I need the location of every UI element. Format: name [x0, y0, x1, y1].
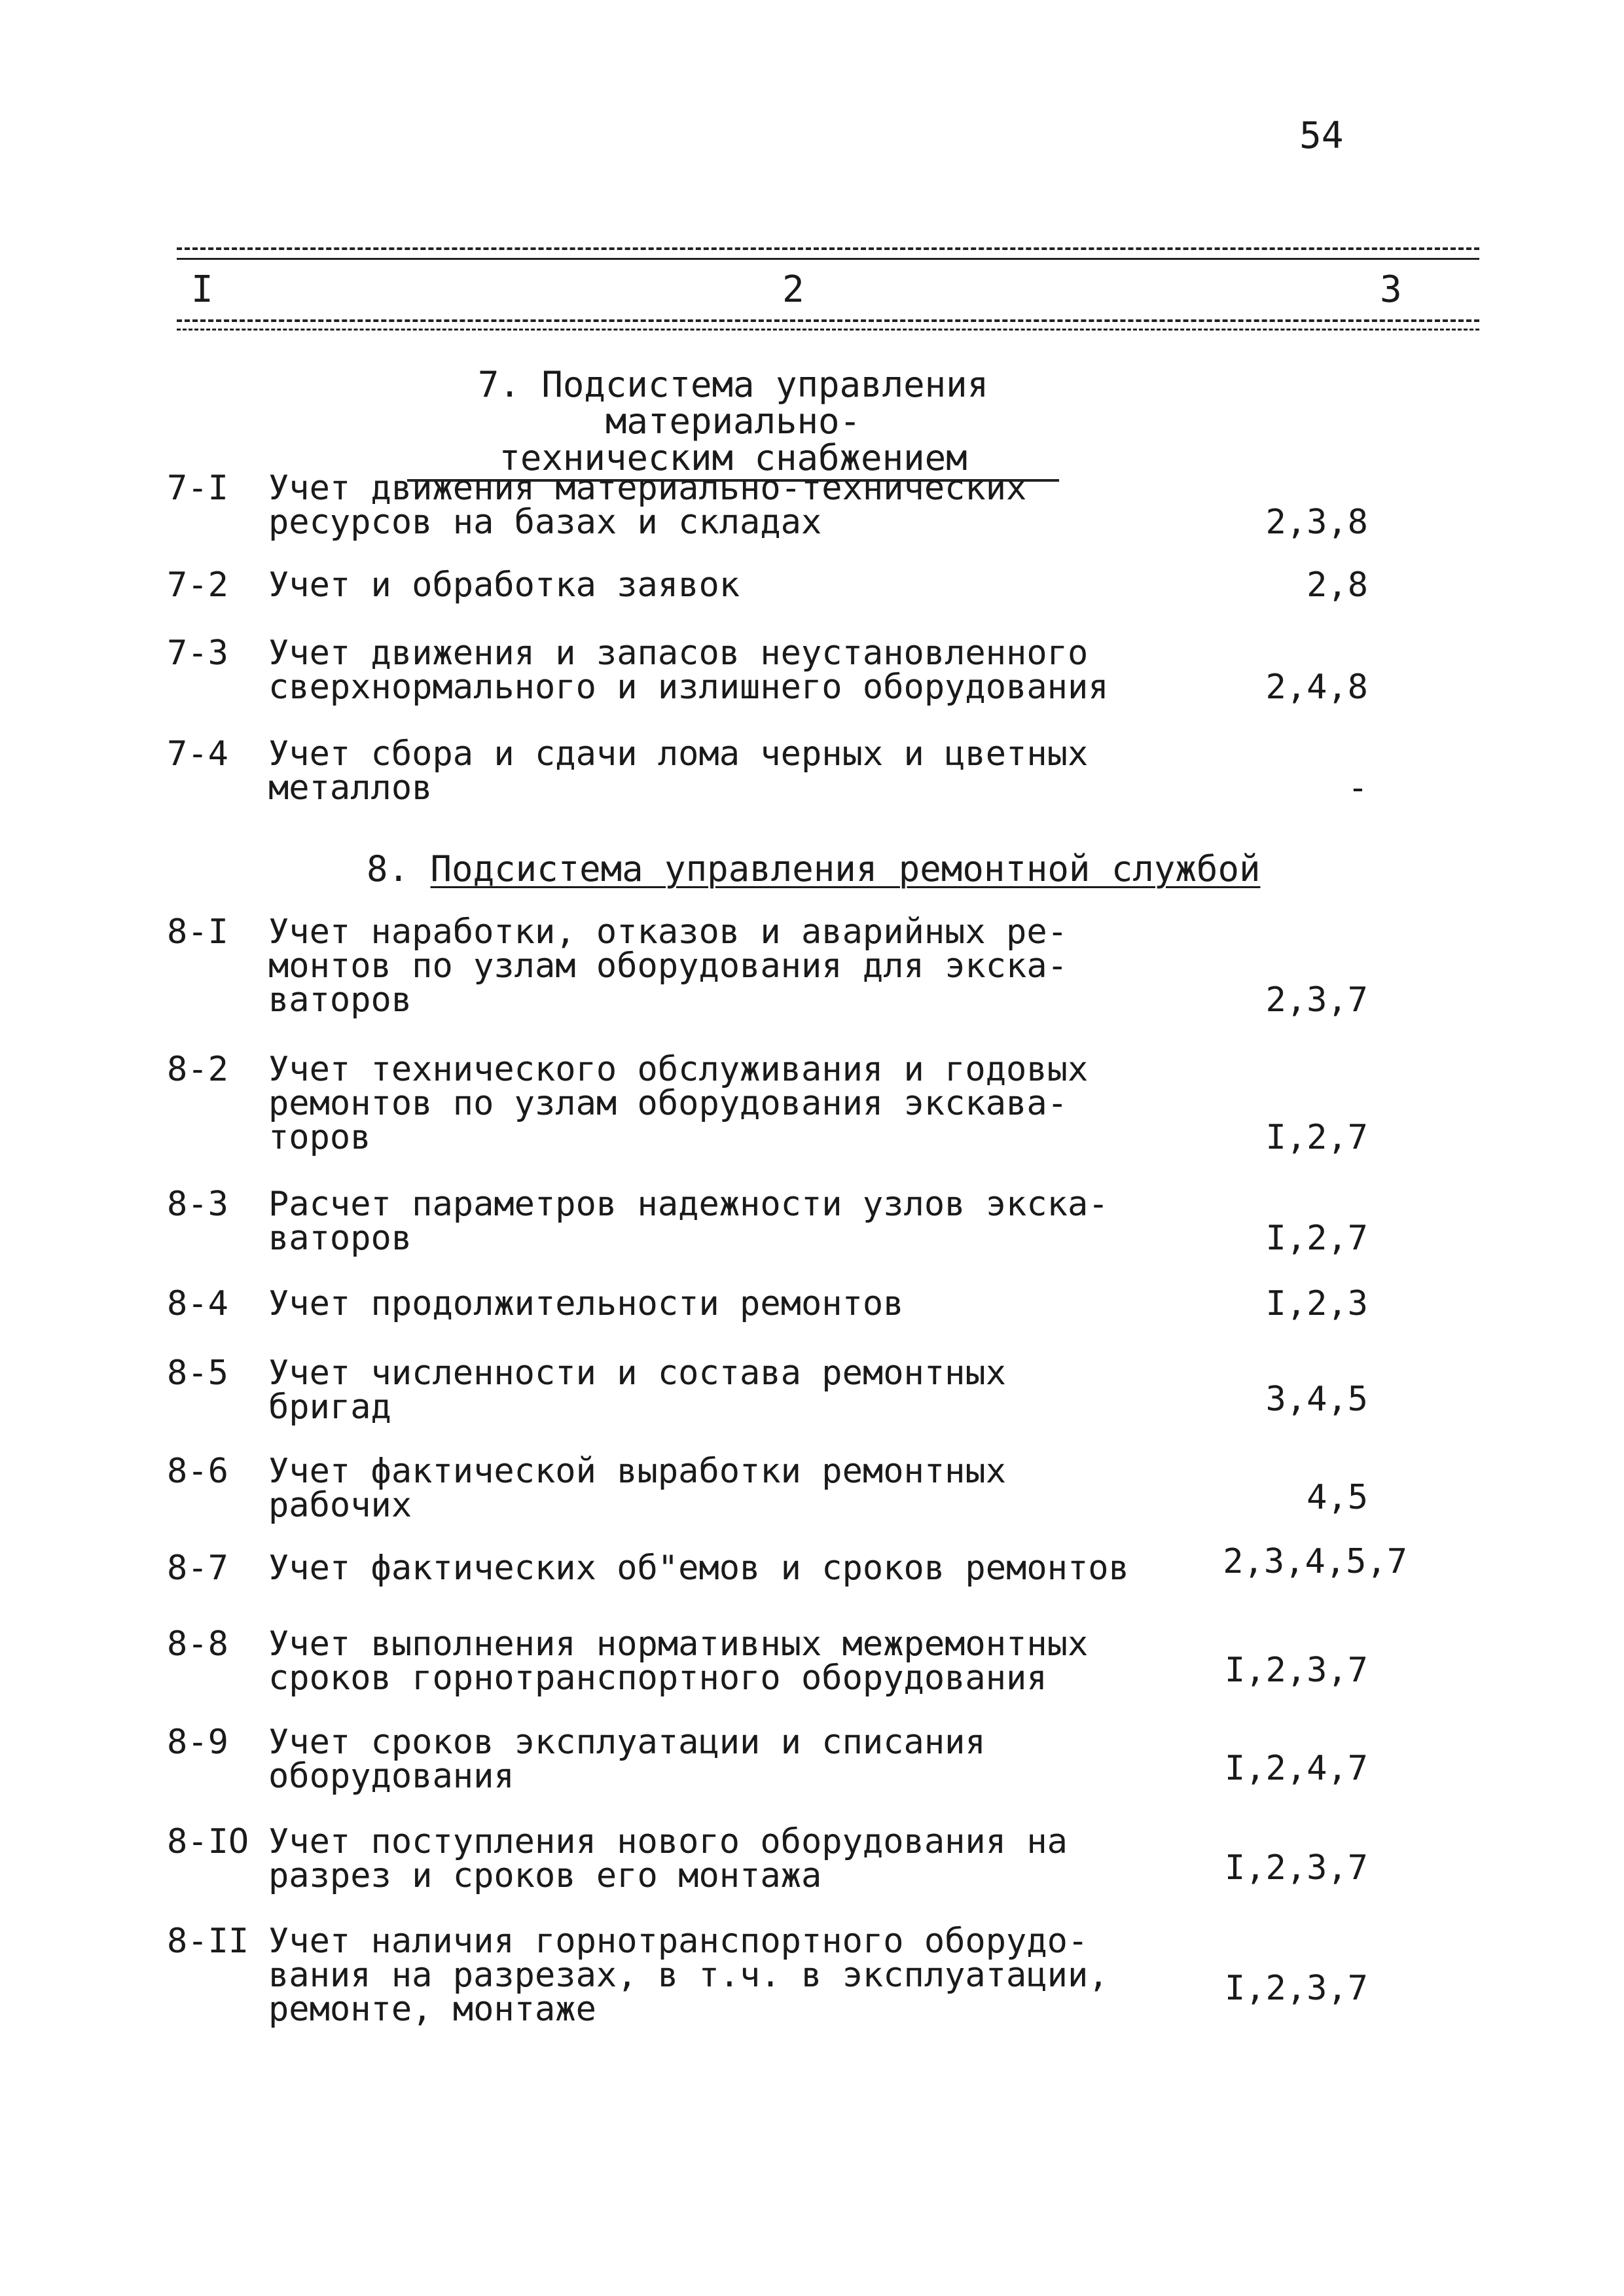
row-text: Учет фактических об"емов и сроков ремонтов — [268, 1549, 1129, 1588]
row-text: Учет движения материально-технических ресурсов на базах и складах — [268, 469, 1027, 542]
row-number: 7-4 — [167, 734, 228, 774]
row-number: 7-I — [167, 469, 228, 508]
row-text: Учет наработки, отказов и аварийных ре- монтов по узлам оборудования для экска- ваторов — [268, 912, 1068, 1020]
row-number: 8-4 — [167, 1284, 228, 1323]
row-text: Учет и обработка заявок — [268, 565, 740, 605]
row-number: 8-I — [167, 912, 228, 952]
column-header-3: 3 — [1380, 268, 1402, 311]
row-codes: - — [1347, 768, 1368, 808]
section-7-title-line1: 7. Подсистема управления материально- — [477, 364, 989, 442]
row-text: Учет фактической выработки ремонтных рабочих — [268, 1452, 1007, 1525]
section-7-title-line2: техническим снабжением — [407, 440, 1058, 482]
section-7-title — [353, 364, 1113, 482]
row-number: 8-6 — [167, 1452, 228, 1491]
row-text: Учет сбора и сдачи лома черных и цветных металлов — [268, 734, 1089, 808]
table-top-rule — [177, 247, 1479, 250]
row-codes: 2,3,8 — [1265, 503, 1368, 542]
row-text: Учет сроков эксплуатации и списания оборудования — [268, 1723, 986, 1796]
row-codes: 2,4,8 — [1265, 668, 1368, 707]
row-number: 8-5 — [167, 1354, 228, 1393]
row-text: Учет поступления нового оборудования на разрез и сроков его монтажа — [268, 1822, 1068, 1895]
row-text: Учет технического обслуживания и годовых ремонтов по узлам оборудования экскава- торов — [268, 1050, 1089, 1157]
row-codes: I,2,3,7 — [1224, 1969, 1368, 2008]
row-text: Учет численности и состава ремонтных бригад — [268, 1354, 1007, 1427]
section-8-title — [367, 848, 1261, 889]
section-8-title-text: Подсистема управления ремонтной службой — [430, 848, 1261, 889]
row-codes: I,2,3,7 — [1224, 1651, 1368, 1690]
row-codes: I,2,7 — [1265, 1219, 1368, 1258]
row-codes: 3,4,5 — [1265, 1380, 1368, 1419]
section-8-number: 8. — [367, 848, 410, 889]
row-number: 7-3 — [167, 634, 228, 673]
row-number: 7-2 — [167, 565, 228, 605]
row-number: 8-7 — [167, 1549, 228, 1588]
row-number: 8-IO — [167, 1822, 249, 1861]
row-codes: I,2,3,7 — [1224, 1848, 1368, 1888]
row-codes: 2,3,7 — [1265, 980, 1368, 1020]
row-codes: 4,5 — [1307, 1478, 1368, 1517]
row-number: 8-II — [167, 1922, 249, 1961]
row-text: Учет движения и запасов неустановленного сверхнормального и излишнего оборудования — [268, 634, 1109, 707]
table-header-rule-2 — [177, 329, 1479, 331]
row-codes: I,2,3 — [1265, 1284, 1368, 1323]
row-number: 8-8 — [167, 1624, 228, 1664]
row-codes: I,2,7 — [1265, 1118, 1368, 1157]
table-top-rule-2 — [177, 258, 1479, 260]
row-codes: 2,3,4,5,7 — [1223, 1542, 1407, 1581]
row-text: Учет выполнения нормативных межремонтных сроков горнотранспортного оборудования — [268, 1624, 1089, 1698]
row-number: 8-9 — [167, 1723, 228, 1762]
row-text: Учет наличия горнотранспортного оборудо- вания на разрезах, в т.ч. в эксплуатации, ремонте, монтаже — [268, 1922, 1109, 2029]
column-header-1: I — [191, 268, 213, 311]
row-number: 8-2 — [167, 1050, 228, 1089]
row-text: Учет продолжительности ремонтов — [268, 1284, 904, 1323]
table-header-rule — [177, 319, 1479, 322]
column-header-2: 2 — [782, 268, 804, 311]
row-number: 8-3 — [167, 1185, 228, 1224]
row-codes: I,2,4,7 — [1224, 1749, 1368, 1788]
row-codes: 2,8 — [1307, 565, 1368, 605]
row-text: Расчет параметров надежности узлов экска- ваторов — [268, 1185, 1109, 1258]
page-number: 54 — [1299, 115, 1344, 157]
